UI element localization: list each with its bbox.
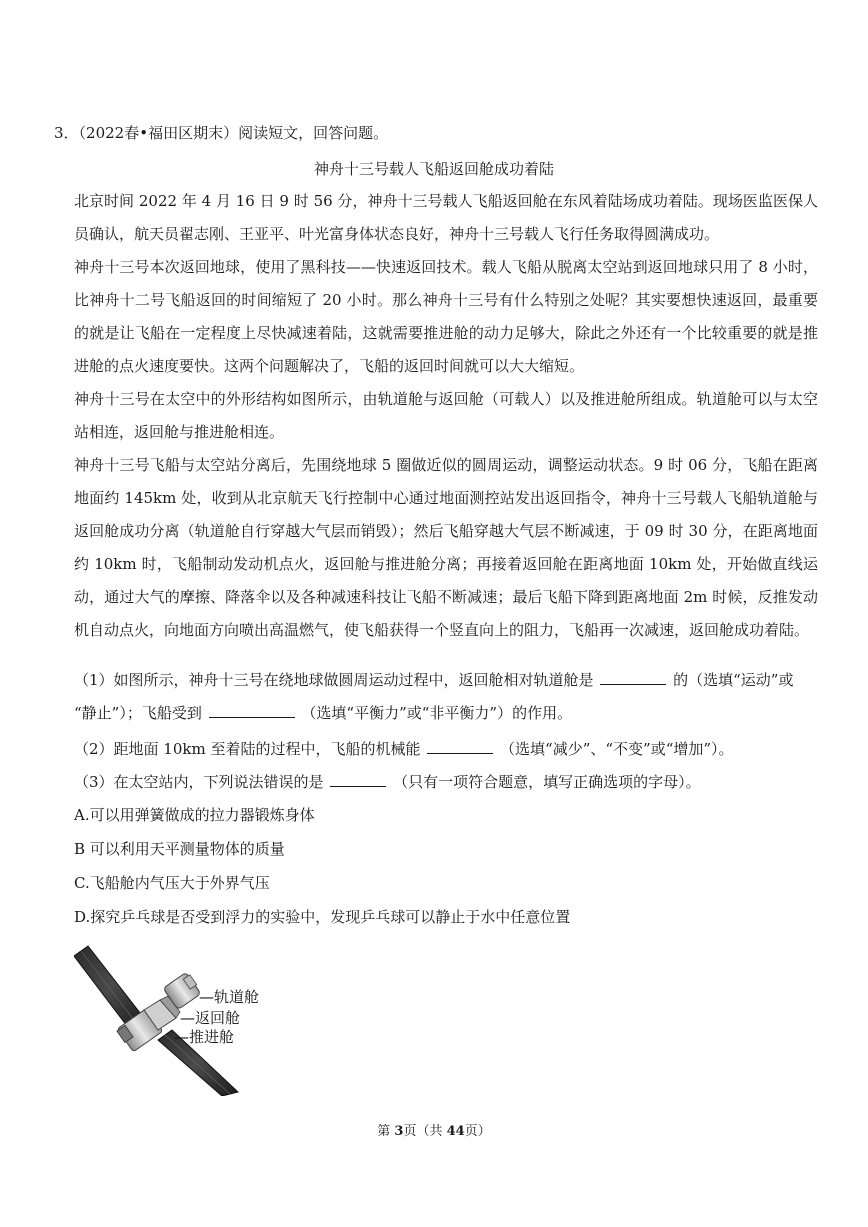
- question-header: 3．（2022春•福田区期末）阅读短文，回答问题。: [54, 124, 389, 142]
- sub1-text-d: （选填“平衡力”或“非平衡力”）的作用。: [301, 704, 573, 722]
- spacecraft-diagram: [74, 944, 280, 1096]
- option-b: B 可以利用天平测量物体的质量: [74, 840, 285, 858]
- sub1-text-a: （1）如图所示，神舟十三号在绕地球做圆周运动过程中，返回舱相对轨道舱是: [74, 671, 594, 689]
- sub-question-2: [74, 737, 734, 760]
- sub-question-1-line-2: [74, 701, 572, 724]
- sub2-text-a: （2）距地面 10km 至着陆的过程中，飞船的机械能: [74, 740, 421, 758]
- paragraph-2: 神舟十三号本次返回地球，使用了黑科技——快速返回技术。载人飞船从脱离太空站到返回地球只用了 8 小时，比神舟十二号飞船返回的时间缩短了 20 小时。那么神舟十三号有什么特别之处呢？其实要想快速返回，最重要的就是让飞船在一定程度上尽快减速着陆，这就需要推进舱的动力足够大，除此之外还有一个比较重要的就是推进舱的点火速度要快。这两个问题解决了，飞船的返回时间就可以大大缩短。: [74, 258, 818, 375]
- answer-blank-1[interactable]: [600, 668, 666, 685]
- page-footer: [0, 1123, 868, 1141]
- footer-total-pages: 44: [446, 1124, 465, 1139]
- sub-question-3: [74, 770, 701, 793]
- label-orbital-module: —轨道舱: [199, 988, 260, 1006]
- article-title: 神舟十三号载人飞船返回舱成功着陆: [313, 160, 554, 178]
- answer-blank-4[interactable]: [330, 770, 386, 787]
- footer-middle: 页（共: [403, 1124, 447, 1139]
- footer-page-number: 3: [394, 1124, 404, 1139]
- sub1-text-b: 的（选填“运动”或: [673, 671, 794, 689]
- label-return-module: —返回舱: [180, 1009, 241, 1027]
- sub2-text-b: （选填“减少”、“不变”或“增加”）。: [500, 740, 734, 758]
- paragraph-4: 神舟十三号飞船与太空站分离后，先围绕地球 5 圈做近似的圆周运动，调整运动状态。9 时 06 分，飞船在距离地面约 145km 处，收到从北京航天飞行控制中心通过地面测控站发出返回指令，神舟十三号载人飞船轨道舱与返回舱成功分离（轨道舱自行穿越大气层而销毁）；然后飞船穿越大气层不断减速，于 09 时 30 分，在距离地面约 10km 时，飞船制动发动机点火，返回舱与推进舱分离；再接着返回舱在距离地面 10km 处，开始做直线运动，通过大气的摩擦、降落伞以及各种减速科技让飞船不断减速；最后飞船下降到距离地面 2m 时候，反推发动机自动点火，向地面方向喷出高温燃气，使飞船获得一个竖直向上的阻力，飞船再一次减速，返回舱成功着陆。: [74, 456, 818, 639]
- spacecraft-figure: [74, 944, 280, 1096]
- option-c: C.飞船舱内气压大于外界气压: [74, 874, 270, 892]
- sub3-text-a: （3）在太空站内，下列说法错误的是: [74, 773, 324, 791]
- paragraph-3: 神舟十三号在太空中的外形结构如图所示，由轨道舱与返回舱（可载人）以及推进舱所组成。轨道舱可以与太空站相连，返回舱与推进舱相连。: [74, 390, 818, 441]
- answer-blank-3[interactable]: [427, 737, 493, 754]
- option-d: D.探究乒乓球是否受到浮力的实验中，发现乒乓球可以静止于水中任意位置: [74, 908, 571, 926]
- label-propulsion-module: —推进舱: [174, 1028, 235, 1046]
- sub1-text-c: “静止”）；飞船受到: [74, 704, 202, 722]
- sub-question-1-line-1: [74, 668, 793, 691]
- option-a: A.可以用弹簧做成的拉力器锻炼身体: [74, 806, 315, 824]
- sub3-text-b: （只有一项符合题意，填写正确选项的字母）。: [393, 773, 701, 791]
- footer-suffix: 页）: [464, 1124, 491, 1139]
- footer-prefix: 第: [377, 1124, 395, 1139]
- answer-blank-2[interactable]: [209, 701, 295, 718]
- paragraph-1: 北京时间 2022 年 4 月 16 日 9 时 56 分，神舟十三号载人飞船返回舱在东风着陆场成功着陆。现场医监医保人员确认，航天员翟志刚、王亚平、叶光富身体状态良好，神舟十三号载人飞行任务取得圆满成功。: [74, 192, 818, 243]
